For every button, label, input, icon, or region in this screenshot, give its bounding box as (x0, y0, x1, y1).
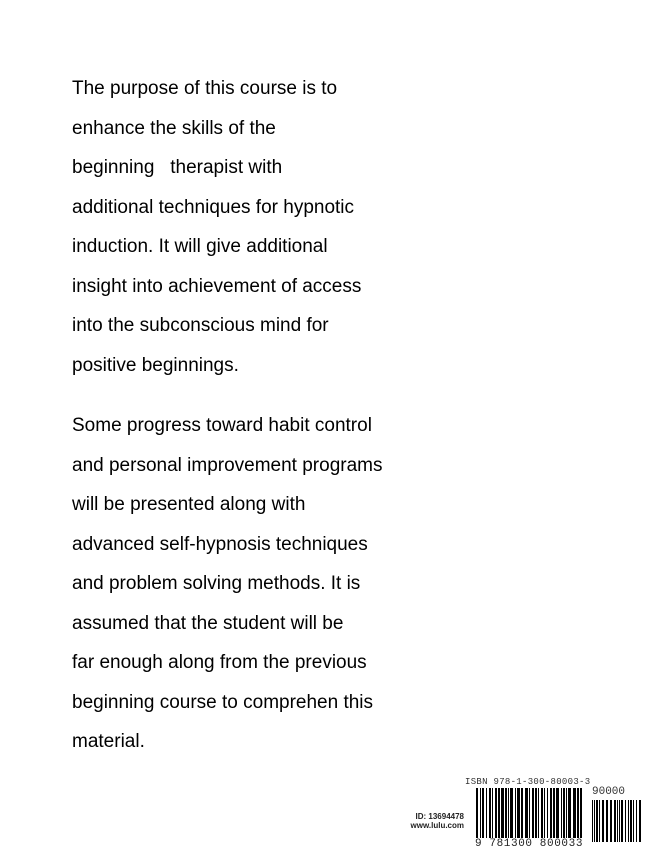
ean-digits: 9 781300 800033 (475, 838, 584, 850)
lulu-url: www.lulu.com (410, 821, 464, 830)
text-line: additional techniques for hypnotic (72, 196, 355, 218)
lulu-id-block (392, 812, 464, 830)
text-line: advanced self-hypnosis techniques (72, 533, 368, 555)
text-line: Some progress toward habit control (72, 415, 372, 436)
text-line: into the subconscious mind for (72, 315, 329, 336)
text-line: and problem solving methods. It is (72, 573, 361, 594)
text-line: material. (72, 731, 145, 752)
price-code: 90000 (592, 786, 626, 798)
text-line: beginning course to comprehen this (72, 691, 374, 713)
text-line: The purpose of this course is to (72, 78, 338, 99)
paragraph-1 (72, 79, 492, 395)
text-line: will be presented along with (72, 494, 306, 515)
text-line: induction. It will give additional (72, 236, 328, 257)
text-line: insight into achievement of access (72, 275, 362, 297)
text-line: assumed that the student will be (72, 612, 344, 634)
text-line: enhance the skills of the (72, 117, 276, 139)
text-line: beginning therapist with (72, 157, 283, 178)
paragraph-2 (72, 416, 492, 772)
text-line: positive beginnings. (72, 354, 239, 376)
text-line: far enough along from the previous (72, 652, 367, 673)
barcode-graphic (472, 788, 652, 844)
text-line: and personal improvement programs (72, 454, 383, 476)
lulu-id: ID: 13694478 (415, 812, 464, 821)
isbn-label: ISBN 978-1-300-80003-3 (465, 777, 591, 787)
